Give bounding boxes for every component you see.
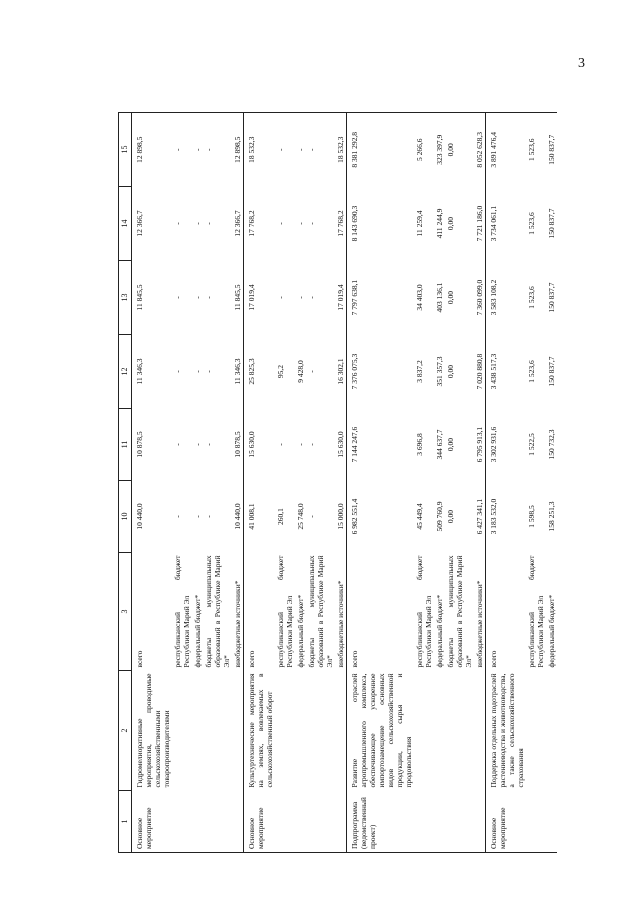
funding-source: всего bbox=[247, 650, 256, 668]
amount-cell: - bbox=[204, 296, 213, 299]
funding-source: бюджеты муниципальных образований в Республике Марий Эл* bbox=[446, 555, 473, 668]
funding-source: всего bbox=[350, 650, 359, 668]
amount-cell: 0,00 bbox=[446, 437, 455, 452]
funding-source: бюджеты муниципальных образований в Республике Марий Эл* bbox=[307, 555, 334, 668]
amount-cell: 17 768,2 bbox=[335, 187, 347, 261]
row-type-label bbox=[474, 791, 486, 853]
row-type-label: Подпрограмма (ведомственный проект) bbox=[347, 791, 415, 853]
amount-cell: 150 732,3 bbox=[547, 429, 556, 460]
table-row bbox=[203, 113, 232, 853]
amount-cell: - bbox=[173, 515, 182, 518]
row-type-label: Основное мероприятие bbox=[486, 791, 527, 853]
amount-cell: 6 427 341,1 bbox=[474, 481, 486, 553]
row-type-label bbox=[203, 791, 232, 853]
amount-cell: 3 302 931,6 bbox=[489, 426, 498, 463]
amount-cell: 150 837,7 bbox=[547, 282, 556, 313]
funding-source: федеральный бюджет* bbox=[296, 594, 305, 668]
column-header: 15 bbox=[119, 113, 132, 187]
budget-table bbox=[118, 112, 557, 853]
column-header: 13 bbox=[119, 261, 132, 335]
amount-cell: - bbox=[276, 443, 285, 446]
amount-cell: 10 440,0 bbox=[135, 503, 144, 530]
amount-cell: 17 768,2 bbox=[247, 210, 256, 237]
amount-cell: - bbox=[307, 443, 316, 446]
amount-cell: 351 357,3 bbox=[435, 356, 444, 387]
amount-cell: 0,00 bbox=[446, 509, 455, 524]
row-type-label: Основное мероприятие bbox=[244, 791, 276, 853]
amount-cell: 25 825,3 bbox=[247, 358, 256, 385]
amount-cell: 7 020 880,8 bbox=[474, 335, 486, 409]
amount-cell: - bbox=[192, 113, 203, 187]
amount-cell: 1 523,6 bbox=[527, 286, 536, 309]
row-type-label bbox=[445, 791, 474, 853]
amount-cell: 8 143 690,3 bbox=[350, 205, 359, 242]
row-type-label bbox=[414, 791, 434, 853]
amount-cell: 17 019,4 bbox=[247, 284, 256, 311]
amount-cell: 3 696,8 bbox=[415, 433, 424, 456]
amount-cell: 403 136,1 bbox=[435, 282, 444, 313]
row-type-label bbox=[232, 791, 244, 853]
funding-source: республиканский бюджет Республики Марий Эл bbox=[415, 555, 433, 668]
amount-cell: - bbox=[193, 222, 202, 225]
amount-cell: 17 019,4 bbox=[335, 261, 347, 335]
row-type-label bbox=[526, 791, 546, 853]
amount-cell: 3 837,2 bbox=[415, 360, 424, 383]
amount-cell: - bbox=[173, 370, 182, 373]
amount-cell: 411 244,9 bbox=[435, 208, 444, 239]
funding-source: внебюджетные источники* bbox=[335, 553, 347, 671]
table-header-row bbox=[119, 113, 132, 853]
activity-name bbox=[192, 671, 203, 791]
activity-name bbox=[275, 671, 295, 791]
table-row bbox=[486, 113, 527, 853]
activity-name bbox=[474, 671, 486, 791]
page-number: 3 bbox=[578, 56, 585, 71]
amount-cell: 0,00 bbox=[446, 216, 455, 231]
amount-cell: 1 523,6 bbox=[526, 113, 546, 187]
table-row bbox=[244, 113, 276, 853]
amount-cell: 8 052 628,3 bbox=[474, 113, 486, 187]
amount-cell: 10 440,0 bbox=[232, 481, 244, 553]
row-type-label bbox=[335, 791, 347, 853]
amount-cell: 18 532,3 bbox=[244, 113, 276, 187]
activity-name bbox=[445, 671, 474, 791]
amount-cell: 0,00 bbox=[446, 364, 455, 379]
amount-cell: 15 000,0 bbox=[335, 481, 347, 553]
row-type-label bbox=[546, 791, 557, 853]
activity-name bbox=[335, 671, 347, 791]
amount-cell: 3 438 517,3 bbox=[489, 353, 498, 390]
activity-name bbox=[526, 671, 546, 791]
row-type-label bbox=[192, 791, 203, 853]
amount-cell: 0,00 bbox=[445, 113, 474, 187]
activity-name bbox=[232, 671, 244, 791]
table-row bbox=[132, 113, 173, 853]
row-type-label bbox=[275, 791, 295, 853]
amount-cell: 11 259,4 bbox=[415, 210, 424, 237]
row-type-label bbox=[172, 791, 192, 853]
amount-cell: - bbox=[193, 443, 202, 446]
amount-cell: 3 183 532,0 bbox=[489, 498, 498, 535]
amount-cell: 12 898,5 bbox=[232, 113, 244, 187]
amount-cell: 150 837,7 bbox=[547, 356, 556, 387]
activity-name bbox=[295, 671, 306, 791]
amount-cell: 150 837,7 bbox=[546, 113, 557, 187]
table-row bbox=[306, 113, 335, 853]
table-row bbox=[474, 113, 486, 853]
amount-cell: 11 845,5 bbox=[135, 284, 144, 311]
amount-cell: 344 637,7 bbox=[435, 429, 444, 460]
amount-cell: 8 381 292,8 bbox=[347, 113, 415, 187]
amount-cell: - bbox=[276, 296, 285, 299]
amount-cell: 25 748,0 bbox=[296, 503, 305, 530]
table-row bbox=[347, 113, 415, 853]
amount-cell: - bbox=[172, 113, 192, 187]
amount-cell: 3 891 476,4 bbox=[486, 113, 527, 187]
amount-cell: 11 845,5 bbox=[232, 261, 244, 335]
activity-name bbox=[546, 671, 557, 791]
rotated-page bbox=[118, 113, 598, 853]
funding-source: республиканский бюджет Республики Марий Эл bbox=[527, 555, 545, 668]
activity-name bbox=[434, 671, 445, 791]
amount-cell: - bbox=[203, 113, 232, 187]
amount-cell: 7 721 186,0 bbox=[474, 187, 486, 261]
table-row bbox=[335, 113, 347, 853]
table-row bbox=[232, 113, 244, 853]
row-type-label bbox=[434, 791, 445, 853]
amount-cell: 41 008,1 bbox=[247, 503, 256, 530]
table-row bbox=[434, 113, 445, 853]
amount-cell: - bbox=[204, 443, 213, 446]
amount-cell: - bbox=[173, 296, 182, 299]
table-row bbox=[526, 113, 546, 853]
amount-cell: - bbox=[193, 296, 202, 299]
amount-cell: 15 630,0 bbox=[247, 431, 256, 458]
column-header: 1 bbox=[119, 791, 132, 853]
amount-cell: 323 397,9 bbox=[434, 113, 445, 187]
activity-name bbox=[306, 671, 335, 791]
table-row bbox=[295, 113, 306, 853]
row-type-label: Основное мероприятие bbox=[132, 791, 173, 853]
amount-cell: 5 266,6 bbox=[414, 113, 434, 187]
amount-cell: 45 449,4 bbox=[415, 503, 424, 530]
funding-source: всего bbox=[489, 650, 498, 668]
table-row bbox=[546, 113, 557, 853]
amount-cell: - bbox=[173, 443, 182, 446]
funding-source: всего bbox=[135, 650, 144, 668]
amount-cell: 34 403,0 bbox=[415, 284, 424, 311]
amount-cell: 15 630,0 bbox=[335, 409, 347, 481]
activity-name: Поддержка отдельных подотраслей растениеводства и животноводства, а также сельскохозяйственного страхования bbox=[489, 673, 525, 788]
row-type-label bbox=[306, 791, 335, 853]
amount-cell: 11 346,3 bbox=[135, 358, 144, 385]
funding-source: федеральный бюджет* bbox=[193, 594, 202, 668]
activity-name: Гидромелиоративные мероприятия, проводимые сельскохозяйственными товаропроизводителями bbox=[135, 673, 171, 788]
amount-cell: 158 251,3 bbox=[547, 501, 556, 532]
table-row bbox=[445, 113, 474, 853]
amount-cell: 1 523,6 bbox=[527, 212, 536, 235]
table-row bbox=[192, 113, 203, 853]
row-type-label bbox=[295, 791, 306, 853]
amount-cell: - bbox=[193, 515, 202, 518]
amount-cell: 1 598,5 bbox=[527, 505, 536, 528]
amount-cell: - bbox=[173, 222, 182, 225]
amount-cell: 18 532,3 bbox=[335, 113, 347, 187]
amount-cell: 1 523,6 bbox=[527, 360, 536, 383]
funding-source: федеральный бюджет* bbox=[547, 594, 556, 668]
amount-cell: 1 522,5 bbox=[527, 433, 536, 456]
amount-cell: - bbox=[296, 296, 305, 299]
funding-source: внебюджетные источники* bbox=[474, 553, 486, 671]
amount-cell: - bbox=[307, 515, 316, 518]
column-header: 11 bbox=[119, 409, 132, 481]
amount-cell: - bbox=[307, 370, 316, 373]
amount-cell: - bbox=[306, 113, 335, 187]
amount-cell: - bbox=[204, 515, 213, 518]
funding-source: республиканский бюджет Республики Марий Эл bbox=[173, 555, 191, 668]
table-row bbox=[275, 113, 295, 853]
table-row bbox=[414, 113, 434, 853]
amount-cell: - bbox=[295, 113, 306, 187]
column-header: 2 bbox=[119, 671, 132, 791]
amount-cell: 10 878,5 bbox=[135, 431, 144, 458]
amount-cell: 95,2 bbox=[276, 364, 285, 379]
amount-cell: 260,1 bbox=[276, 508, 285, 525]
funding-source: федеральный бюджет* bbox=[435, 594, 444, 668]
amount-cell: 150 837,7 bbox=[547, 208, 556, 239]
amount-cell: 12 366,7 bbox=[232, 187, 244, 261]
amount-cell: 7 376 075,3 bbox=[350, 353, 359, 390]
funding-source: внебюджетные источники* bbox=[232, 553, 244, 671]
amount-cell: - bbox=[204, 222, 213, 225]
table-row bbox=[172, 113, 192, 853]
amount-cell: 509 760,9 bbox=[435, 501, 444, 532]
amount-cell: 10 878,5 bbox=[232, 409, 244, 481]
amount-cell: - bbox=[307, 222, 316, 225]
amount-cell: - bbox=[307, 296, 316, 299]
amount-cell: 9 428,0 bbox=[296, 360, 305, 383]
activity-name bbox=[414, 671, 434, 791]
activity-name bbox=[172, 671, 192, 791]
amount-cell: 12 366,7 bbox=[135, 210, 144, 237]
amount-cell: 12 898,5 bbox=[132, 113, 173, 187]
amount-cell: 16 302,1 bbox=[335, 335, 347, 409]
funding-source: бюджеты муниципальных образований в Республике Марий Эл* bbox=[204, 555, 231, 668]
amount-cell: - bbox=[193, 370, 202, 373]
amount-cell: 3 734 061,1 bbox=[489, 205, 498, 242]
amount-cell: 7 797 638,1 bbox=[350, 279, 359, 316]
amount-cell: 7 144 247,6 bbox=[350, 426, 359, 463]
column-header: 3 bbox=[119, 553, 132, 671]
amount-cell: - bbox=[204, 370, 213, 373]
funding-source: республиканский бюджет Республики Марий Эл bbox=[276, 555, 294, 668]
amount-cell: 6 982 551,4 bbox=[350, 498, 359, 535]
activity-name bbox=[203, 671, 232, 791]
amount-cell: 7 360 099,0 bbox=[474, 261, 486, 335]
amount-cell: - bbox=[276, 222, 285, 225]
amount-cell: 6 795 913,1 bbox=[474, 409, 486, 481]
amount-cell: 0,00 bbox=[446, 290, 455, 305]
activity-name: Культуртехнические мероприятия на землях, вовлекаемых в сельскохозяйственный оборот bbox=[247, 673, 274, 788]
amount-cell: 3 583 108,2 bbox=[489, 279, 498, 316]
column-header: 12 bbox=[119, 335, 132, 409]
amount-cell: 11 346,3 bbox=[232, 335, 244, 409]
amount-cell: - bbox=[296, 443, 305, 446]
activity-name: Развитие отраслей агропромышленного комплекса, обеспечивающее ускоренное импортозамещение основных видов сельскохозяйственной продукции, сырья и продовольствия bbox=[350, 673, 413, 788]
amount-cell: - bbox=[275, 113, 295, 187]
column-header: 10 bbox=[119, 481, 132, 553]
column-header: 14 bbox=[119, 187, 132, 261]
amount-cell: - bbox=[296, 222, 305, 225]
